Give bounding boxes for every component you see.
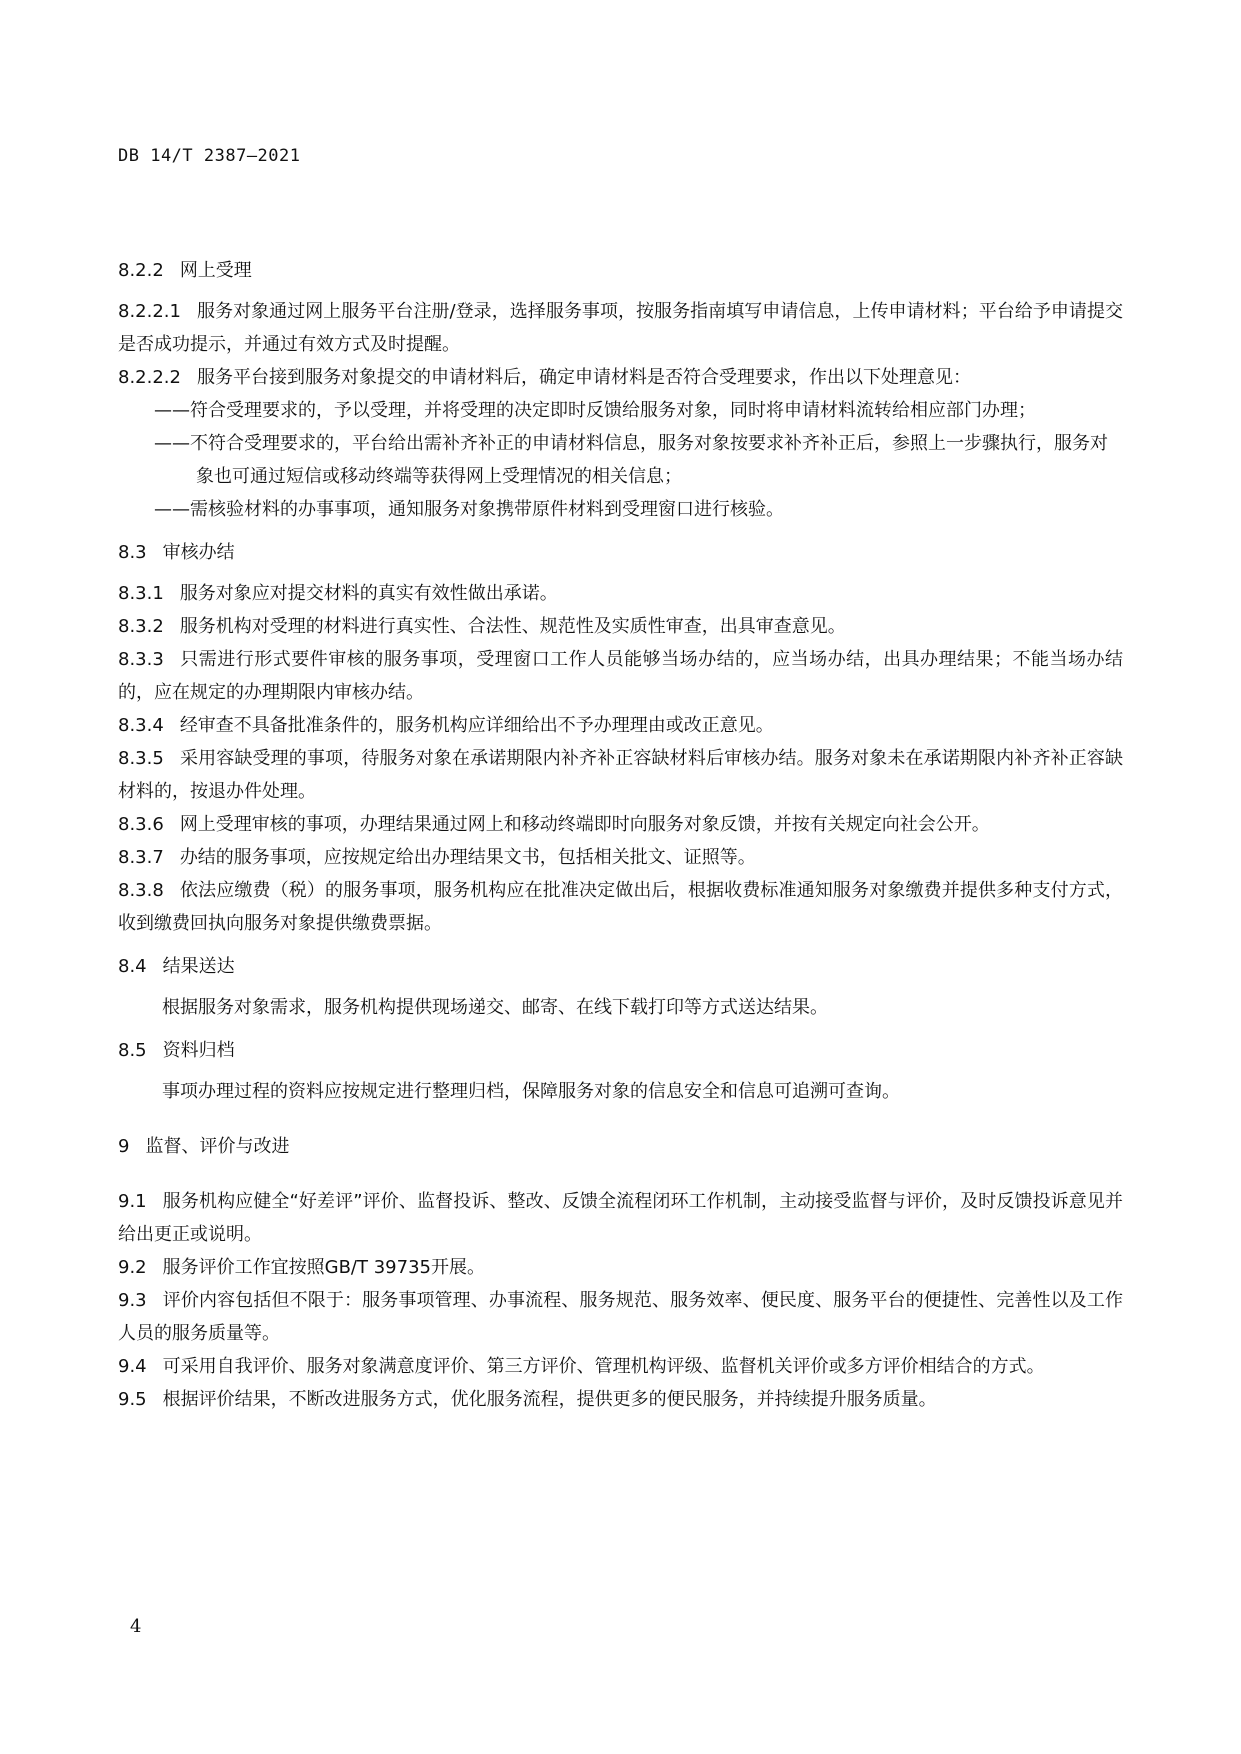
clause-number: 8.3.4 (118, 715, 164, 736)
section-title: 审核办结 (162, 542, 235, 563)
clause-number: 8.3.3 (118, 649, 164, 670)
clause-number: 8.3.8 (118, 880, 164, 901)
clause-8-3-8 (118, 874, 1123, 940)
clause-text: 采用容缺受理的事项，待服务对象在承诺期限内补齐补正容缺材料后审核办结。服务对象未在承诺期限内补齐补正容缺材料的，按退办件处理。 (118, 748, 1123, 802)
clause-number: 8.2.2.2 (118, 367, 181, 388)
section-title: 资料归档 (162, 1040, 235, 1061)
clause-8-3-1 (118, 577, 1123, 610)
page-content (118, 254, 1123, 1416)
section-8-2-2-heading (118, 254, 1123, 287)
list-item: ——符合受理要求的，予以受理，并将受理的决定即时反馈给服务对象，同时将申请材料流转给相应部门办理； (154, 400, 1036, 421)
clause-number: 9.3 (118, 1290, 147, 1311)
clause-number: 9.4 (118, 1356, 147, 1377)
clause-number: 8.3.6 (118, 814, 164, 835)
section-number: 8.4 (118, 956, 147, 977)
clause-number: 8.3.1 (118, 583, 164, 604)
section-number: 8.2.2 (118, 260, 164, 281)
clause-text: 服务机构对受理的材料进行真实性、合法性、规范性及实质性审查，出具审查意见。 (179, 616, 846, 637)
clause-8-3-3 (118, 643, 1123, 709)
section-number: 8.5 (118, 1040, 147, 1061)
section-number: 8.3 (118, 542, 147, 563)
clause-text: 根据评价结果，不断改进服务方式，优化服务流程，提供更多的便民服务，并持续提升服务质量。 (162, 1389, 937, 1410)
clause-text: 服务机构应健全“好差评”评价、监督投诉、整改、反馈全流程闭环工作机制，主动接受监督与评价，及时反馈投诉意见并给出更正或说明。 (118, 1191, 1123, 1245)
clause-text: 评价内容包括但不限于：服务事项管理、办事流程、服务规范、服务效率、便民度、服务平台的便捷性、完善性以及工作人员的服务质量等。 (118, 1290, 1123, 1344)
standard-code-header: DB 14/T 2387—2021 (118, 146, 301, 166)
clause-number: 9.1 (118, 1191, 147, 1212)
clause-number: 8.3.5 (118, 748, 164, 769)
clause-text: 网上受理审核的事项，办理结果通过网上和移动终端即时向服务对象反馈，并按有关规定向社会公开。 (179, 814, 990, 835)
section-title: 网上受理 (179, 260, 252, 281)
clause-9-4 (118, 1350, 1123, 1383)
clause-8-2-2-2 (118, 361, 1123, 394)
clause-text: 服务平台接到服务对象提交的申请材料后，确定申请材料是否符合受理要求，作出以下处理意见： (196, 367, 971, 388)
section-8-5-heading (118, 1034, 1123, 1067)
section-8-3-heading (118, 536, 1123, 569)
clause-text: 服务对象通过网上服务平台注册/登录，选择服务事项，按服务指南填写申请信息，上传申请材料；平台给予申请提交是否成功提示，并通过有效方式及时提醒。 (118, 301, 1123, 355)
clause-8-3-5 (118, 742, 1123, 808)
list-item: ——不符合受理要求的，平台给出需补齐补正的申请材料信息，服务对象按要求补齐补正后，参照上一步骤执行，服务对象也可通过短信或移动终端等获得网上受理情况的相关信息； (154, 433, 1108, 487)
clause-text: 可采用自我评价、服务对象满意度评价、第三方评价、管理机构评级、监督机关评价或多方评价相结合的方式。 (162, 1356, 1045, 1377)
clause-9-2 (118, 1251, 1123, 1284)
clause-8-3-7 (118, 841, 1123, 874)
section-title: 结果送达 (162, 956, 235, 977)
clause-text: 办结的服务事项，应按规定给出办理结果文书，包括相关批文、证照等。 (179, 847, 756, 868)
clause-number: 9.5 (118, 1389, 147, 1410)
chapter-title: 监督、评价与改进 (145, 1136, 290, 1157)
clause-text: 经审查不具备批准条件的，服务机构应详细给出不予办理理由或改正意见。 (179, 715, 774, 736)
clause-9-5 (118, 1383, 1123, 1416)
clause-9-1 (118, 1185, 1123, 1251)
clause-8-3-4 (118, 709, 1123, 742)
page-number: 4 (130, 1616, 142, 1637)
clause-text: 依法应缴费（税）的服务事项，服务机构应在批准决定做出后，根据收费标准通知服务对象缴费并提供多种支付方式，收到缴费回执向服务对象提供缴费票据。 (118, 880, 1123, 934)
section-8-4-text: 根据服务对象需求，服务机构提供现场递交、邮寄、在线下载打印等方式送达结果。 (162, 997, 828, 1018)
section-8-5-text: 事项办理过程的资料应按规定进行整理归档，保障服务对象的信息安全和信息可追溯可查询。 (162, 1081, 900, 1102)
clause-8-3-6 (118, 808, 1123, 841)
clause-text: 只需进行形式要件审核的服务事项，受理窗口工作人员能够当场办结的，应当场办结，出具办理结果；不能当场办结的，应在规定的办理期限内审核办结。 (118, 649, 1123, 703)
clause-text: 服务对象应对提交材料的真实有效性做出承诺。 (179, 583, 558, 604)
section-8-4-heading (118, 950, 1123, 983)
chapter-number: 9 (118, 1136, 130, 1157)
clause-number: 8.2.2.1 (118, 301, 181, 322)
clause-text: 服务评价工作宜按照GB/T 39735开展。 (162, 1257, 485, 1278)
clause-9-3 (118, 1284, 1123, 1350)
chapter-9-heading (118, 1130, 1123, 1163)
clause-8-3-2 (118, 610, 1123, 643)
clause-8-2-2-1 (118, 295, 1123, 361)
list-item: ——需核验材料的办事事项，通知服务对象携带原件材料到受理窗口进行核验。 (154, 499, 784, 520)
clause-number: 8.3.2 (118, 616, 164, 637)
clause-number: 9.2 (118, 1257, 147, 1278)
clause-number: 8.3.7 (118, 847, 164, 868)
